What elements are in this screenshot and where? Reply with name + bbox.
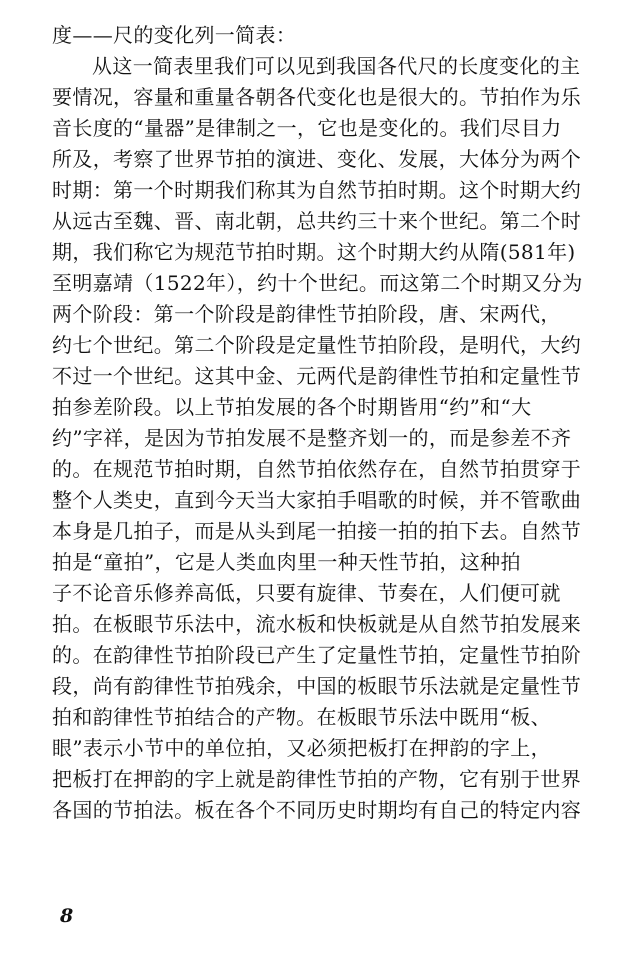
page-number: 8: [60, 905, 74, 927]
text-line: 从远古至魏、晋、南北朝，总共约三十来个世纪。第二个时: [52, 209, 582, 233]
text-line: 两个阶段：第一个阶段是韵律性节拍阶段，唐、宋两代，: [52, 302, 561, 326]
text-line: 时期：第一个时期我们称其为自然节拍时期。这个时期大约: [52, 178, 582, 202]
text-line: 约”字祥，是因为节拍发展不是整齐划一的，而是参差不齐: [52, 426, 572, 450]
text-line: 的。在规范节拍时期，自然节拍依然存在，自然节拍贯穿于: [52, 457, 582, 481]
text-line: 拍。在板眼节乐法中，流水板和快板就是从自然节拍发展来: [52, 612, 582, 636]
text-line: 整个人类史，直到今天当大家拍手唱歌的时候，并不管歌曲: [52, 488, 582, 512]
text-line: 眼”表示小节中的单位拍，又必须把板打在押韵的字上，: [52, 736, 551, 760]
text-line: 本身是几拍子，而是从头到尾一拍接一拍的拍下去。自然节: [52, 519, 582, 543]
text-line: 拍和韵律性节拍结合的产物。在板眼节乐法中既用“板、: [52, 705, 551, 729]
text-line: 拍参差阶段。以上节拍发展的各个时期皆用“约”和“大: [52, 395, 532, 419]
text-line: 的。在韵律性节拍阶段已产生了定量性节拍，定量性节拍阶: [52, 643, 582, 667]
text-line: 音长度的“量器”是律制之一，它也是变化的。我们尽目力: [52, 116, 562, 140]
text-line: 各国的节拍法。板在各个不同历史时期均有自己的特定内容: [52, 798, 582, 822]
text-line: 度——尺的变化列一简表：: [52, 23, 297, 47]
text-line: 至明嘉靖（1522年），约十个世纪。而这第二个时期又分为: [52, 271, 583, 295]
text-line: 从这一简表里我们可以见到我国各代尺的长度变化的主: [92, 54, 581, 78]
text-line: 不过一个世纪。这其中金、元两代是韵律性节拍和定量性节: [52, 364, 582, 388]
text-line: 拍是“童拍”，它是人类血肉里一种天性节拍，这种拍: [52, 550, 521, 574]
text-line: 子不论音乐修养高低，只要有旋律、节奏在，人们便可就: [52, 581, 561, 605]
text-line: 约七个世纪。第二个阶段是定量性节拍阶段，是明代，大约: [52, 333, 582, 357]
text-line: 所及，考察了世界节拍的演进、变化、发展，大体分为两个: [52, 147, 582, 171]
body-text: [52, 20, 604, 826]
text-line: 要情况，容量和重量各朝各代变化也是很大的。节拍作为乐: [52, 85, 582, 109]
text-line: 期，我们称它为规范节拍时期。这个时期大约从隋(581年): [52, 240, 576, 264]
text-line: 把板打在押韵的字上就是韵律性节拍的产物，它有别于世界: [52, 767, 582, 791]
text-line: 段，尚有韵律性节拍残余，中国的板眼节乐法就是定量性节: [52, 674, 582, 698]
